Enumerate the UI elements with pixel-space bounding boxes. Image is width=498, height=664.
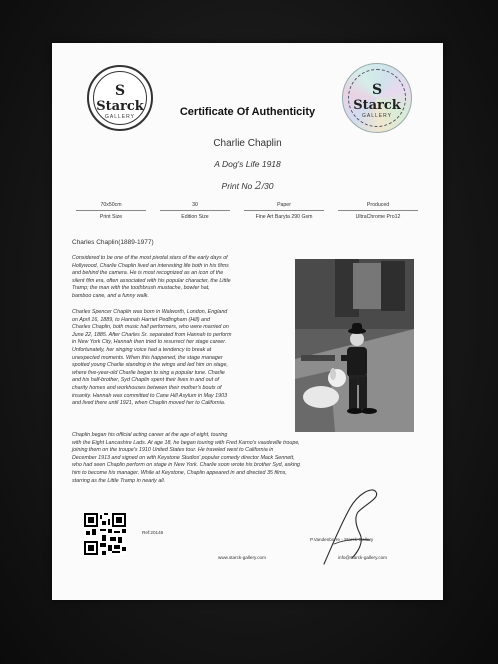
bio-line: in New York City, Hannah then tried to resurrect her stage career.: [72, 339, 227, 346]
spec-produced: [338, 202, 418, 220]
spec-label: UltraChrome Pro12: [355, 214, 401, 220]
bio-line: and behind the camera. He is most recognized as an icon of the: [72, 270, 224, 277]
bio-line: charity homes and workhouses between their mother's bouts of: [72, 384, 222, 391]
seal-word: Starck: [96, 99, 144, 114]
bio-line: and lived there until 1921, when Chaplin moved her to California.: [72, 400, 226, 407]
bio-line: Hollywood, Charlie Chaplin lived an interesting life both in his films: [72, 262, 229, 269]
photo-illustration: [295, 259, 414, 432]
hologram-letter: S: [371, 82, 383, 98]
spec-value: 30: [160, 202, 230, 211]
bio-line: who had seen Chaplin perform on stage in New York. Charlie soon wrote his brother Syd, asking: [72, 462, 301, 469]
spec-label: Fine Art Baryta 290 Gsm: [255, 214, 313, 220]
spec-value: Paper: [244, 202, 324, 211]
bio-line: unexpected moments. When this happened, the stage manager: [72, 354, 223, 361]
bio-line: Charles Chaplin, both music hall performers, who were married on: [72, 324, 229, 331]
hologram-seal: [342, 63, 412, 133]
bio-line: with the Eight Lancashire Lads. At age 18, he began touring with Fred Karno's vaudeville troupe,: [72, 439, 300, 446]
spec-paper: [244, 202, 324, 220]
bio-line: and his half-brother, Syd Chaplin spent their lives in and out of: [72, 377, 220, 384]
bio-line: silent film era, often associated with his popular character, the Little: [72, 277, 231, 284]
bio-heading: Charles Chaplin(1889-1977): [72, 239, 154, 246]
spec-value: 70x50cm: [76, 202, 146, 211]
spec-value: Produced: [338, 202, 418, 211]
reference-number: Ref:20146: [142, 530, 164, 535]
print-label: Print No: [221, 181, 253, 191]
bio-paragraph-2: [72, 309, 290, 408]
seal-sub: GALLERY: [105, 114, 135, 120]
bio-line: joining them on the troupe's 1910 United States tour. He traveled west to California in: [72, 447, 274, 454]
spec-label: Edition Size: [181, 214, 209, 220]
hologram-sub: GALLERY: [362, 113, 392, 119]
bio-line: spotted young Charlie standing in the wings and led him on stage,: [72, 362, 228, 369]
bio-line: Chaplin began his official acting career at the age of eight, touring: [72, 432, 228, 438]
specs-row: [76, 202, 419, 228]
artist-name: Charlie Chaplin: [213, 138, 282, 149]
bio-line: Considered to be one of the most pivotal stars of the early days of: [72, 255, 228, 261]
spec-edition-size: [160, 202, 230, 220]
bio-line: starring as the Little Tramp in nearly all.: [72, 477, 166, 484]
hologram-word: Starck: [353, 98, 401, 113]
seal-letter: S: [114, 83, 126, 99]
bio-line: insanity. Hannah was committed to Cane Hill Asylum in May 1903: [72, 392, 228, 399]
bio-line: Charles Spencer Chaplin was born in Walworth, London, England: [72, 309, 228, 315]
bio-line: December 1913 and signed on with Keystone Studios' popular comedy director Mack Sennett,: [72, 454, 295, 461]
qr-code[interactable]: [84, 513, 126, 555]
print-total: /30: [261, 181, 274, 191]
bio-line: June 22, 1885. After Charles Sr. separated from Hannah to perform: [72, 331, 232, 338]
bio-line: Tramp; the man with the toothbrush mustache, bowler hat,: [72, 285, 210, 292]
chaplin-photo: [295, 259, 414, 432]
email-link[interactable]: info@starck-gallery.com: [338, 555, 387, 560]
artwork-title: A Dog's Life 1918: [214, 159, 281, 169]
bio-line: on April 16, 1889, to Hannah Harriet Pedlingham (Hill) and: [72, 316, 210, 323]
spec-print-size: [76, 202, 146, 220]
bio-paragraph-1: [72, 255, 290, 301]
print-number-handwritten: 2: [254, 179, 262, 192]
certificate-sheet: [52, 43, 443, 600]
print-number-line: [52, 179, 443, 192]
bio-line: where five-year-old Charlie began to sing a popular tune. Charlie: [72, 369, 225, 376]
website-link[interactable]: www.starck-gallery.com: [218, 555, 266, 560]
certificate-title: Certificate Of Authenticity: [179, 106, 316, 118]
gallery-seal-left: [87, 65, 153, 131]
signatory-name: P.Vandenborre - Starck-Gallery: [310, 537, 374, 542]
bio-line: him to become his manager. While at Keystone, Chaplin appeared in and directed 35 films,: [72, 469, 287, 476]
bio-line: bamboo cane, and a funny walk.: [72, 292, 149, 299]
spec-label: Print Size: [99, 214, 123, 220]
bio-paragraph-3: [72, 432, 424, 485]
bio-line: Unfortunately, her singing voice had a tendency to break at: [72, 346, 212, 353]
